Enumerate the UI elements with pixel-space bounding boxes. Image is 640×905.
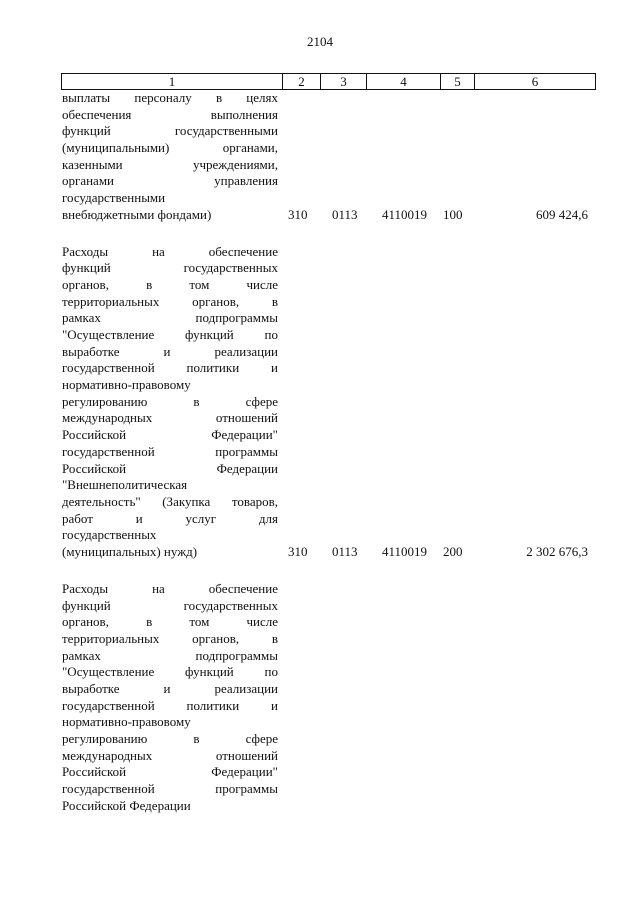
expense-type-code: 200 <box>443 544 463 560</box>
description-line: выплаты персоналу в целях <box>62 90 278 105</box>
expense-type-code: 100 <box>443 206 463 222</box>
description-line: Российской Федерации" <box>62 427 278 443</box>
target-article-code: 4110019 <box>382 544 428 560</box>
description-line: (муниципальными) органами, <box>62 140 278 156</box>
description-line: "Осуществление функций по <box>62 664 278 680</box>
description-line: регулированию в сфере <box>62 731 278 747</box>
row-description <box>62 244 278 561</box>
description-line: органов, в том числе <box>62 614 278 630</box>
description-line: работ и услуг для <box>62 510 278 526</box>
description-line: Расходы на обеспечение <box>62 580 278 596</box>
description-line: функций государственных <box>62 597 278 613</box>
subsection-code: 0113 <box>332 544 358 560</box>
description-line: функций государственных <box>62 260 278 276</box>
description-line: внебюджетными фондами) <box>62 206 212 222</box>
description-line: обеспечения выполнения <box>62 106 278 122</box>
description-line: регулированию в сфере <box>62 393 278 409</box>
description-line: рамках подпрограммы <box>62 647 278 663</box>
amount-value: 609 424,6 <box>536 206 588 222</box>
description-line: международных отношений <box>62 410 278 426</box>
column-header-1: 1 <box>62 74 283 90</box>
description-line: выработке и реализации <box>62 343 278 359</box>
subsection-code: 0113 <box>332 206 358 222</box>
description-line: функций государственными <box>62 123 278 139</box>
description-line: государственной программы <box>62 443 278 459</box>
description-line: выработке и реализации <box>62 681 278 697</box>
description-line: государственной политики и <box>62 697 278 713</box>
description-line: государственной программы <box>62 781 278 797</box>
description-line: территориальных органов, в <box>62 293 278 309</box>
page-number: 2104 <box>307 34 333 49</box>
description-line: государственных <box>62 527 157 543</box>
description-line: рамках подпрограммы <box>62 310 278 326</box>
column-header-2: 2 <box>283 74 321 90</box>
description-line: "Осуществление функций по <box>62 327 278 343</box>
description-line: Российской Федерации <box>62 460 278 476</box>
column-header-5: 5 <box>441 74 475 90</box>
column-header-6: 6 <box>475 74 596 90</box>
amount-value: 2 302 676,3 <box>526 544 588 560</box>
column-header-3: 3 <box>321 74 367 90</box>
column-header-row <box>62 74 596 90</box>
column-header-table <box>61 73 596 90</box>
description-line: "Внешнеполитическая <box>62 477 188 493</box>
row-description <box>62 90 278 224</box>
description-line: органов, в том числе <box>62 276 278 292</box>
description-line: казенными учреждениями, <box>62 156 278 172</box>
target-article-code: 4110019 <box>382 206 428 222</box>
description-line: территориальных органов, в <box>62 630 278 646</box>
description-line: (муниципальных) нужд) <box>62 543 198 559</box>
description-line: государственными <box>62 190 166 206</box>
description-line: нормативно-правовому <box>62 714 191 730</box>
description-line: органами управления <box>62 173 278 189</box>
description-line: государственной политики и <box>62 360 278 376</box>
description-line: Российской Федерации" <box>62 764 278 780</box>
description-line: деятельность" (Закупка товаров, <box>62 493 278 509</box>
description-line: Российской Федерации <box>62 797 191 813</box>
description-line: Расходы на обеспечение <box>62 243 278 259</box>
row-description <box>62 581 278 815</box>
description-line: нормативно-правовому <box>62 377 191 393</box>
column-header-4: 4 <box>367 74 441 90</box>
section-code: 310 <box>288 544 308 560</box>
section-code: 310 <box>288 206 308 222</box>
description-line: международных отношений <box>62 747 278 763</box>
